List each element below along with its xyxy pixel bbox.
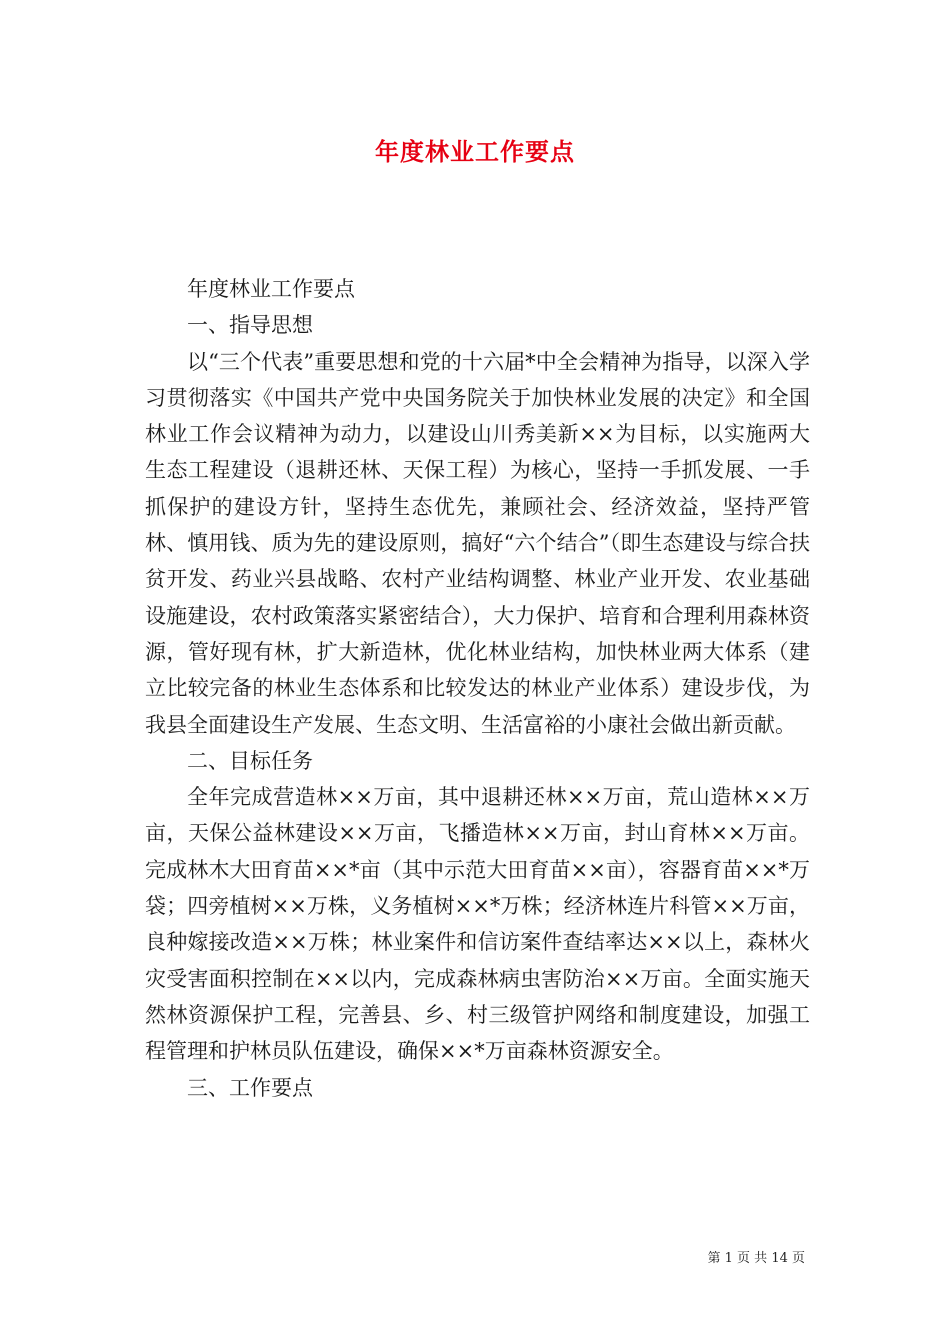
section-heading-targets: 二、目标任务 xyxy=(187,748,313,773)
document-body xyxy=(145,271,810,1106)
paragraph-guiding-thought: 以“三个代表”重要思想和党的十六届*中全会精神为指导，以深入学习贯彻落实《中国共产党中央国务院关于加快林业发展的决定》和全国林业工作会议精神为动力，以建设山川秀美新××为目标，以实施两大生态工程建设（退耕还林、天保工程）为核心，坚持一手抓发展、一手抓保护的建设方针，坚持生态优先，兼顾社会、经济效益，坚持严管林、慎用钱、质为先的建设原则，搞好“六个结合”（即生态建设与综合扶贫开发、药业兴县战略、农村产业结构调整、林业产业开发、农业基础设施建设，农村政策落实紧密结合），大力保护、培育和合理利用森林资源，管好现有林，扩大新造林，优化林业结构，加快林业两大体系（建立比较完备的林业生态体系和比较发达的林业产业体系）建设步伐，为我县全面建设生产发展、生态文明、生活富裕的小康社会做出新贡献。 xyxy=(145,349,810,737)
page-number-footer: 第 1 页 共 14 页 xyxy=(707,1251,805,1266)
paragraph-heading-repeat: 年度林业工作要点 xyxy=(187,277,355,301)
paragraph-targets: 全年完成营造林××万亩，其中退耕还林××万亩，荒山造林××万亩，天保公益林建设××万亩，飞播造林××万亩，封山育林××万亩。完成林木大田育苗××*亩（其中示范大田育苗××亩），容器育苗××*万袋；四旁植树××万株，义务植树××*万株；经济林连片科管××万亩，良种嫁接改造××万株；林业案件和信访案件查结率达××以上，森林火灾受害面积控制在××以内，完成森林病虫害防治××万亩。全面实施天然林资源保护工程，完善县、乡、村三级管护网络和制度建设，加强工程管理和护林员队伍建设，确保××*万亩森林资源安全。 xyxy=(145,785,810,1064)
document-title: 年度林业工作要点 xyxy=(375,137,575,166)
section-heading-guiding-thought: 一、指导思想 xyxy=(187,313,313,338)
section-heading-work-points: 三、工作要点 xyxy=(187,1075,313,1100)
